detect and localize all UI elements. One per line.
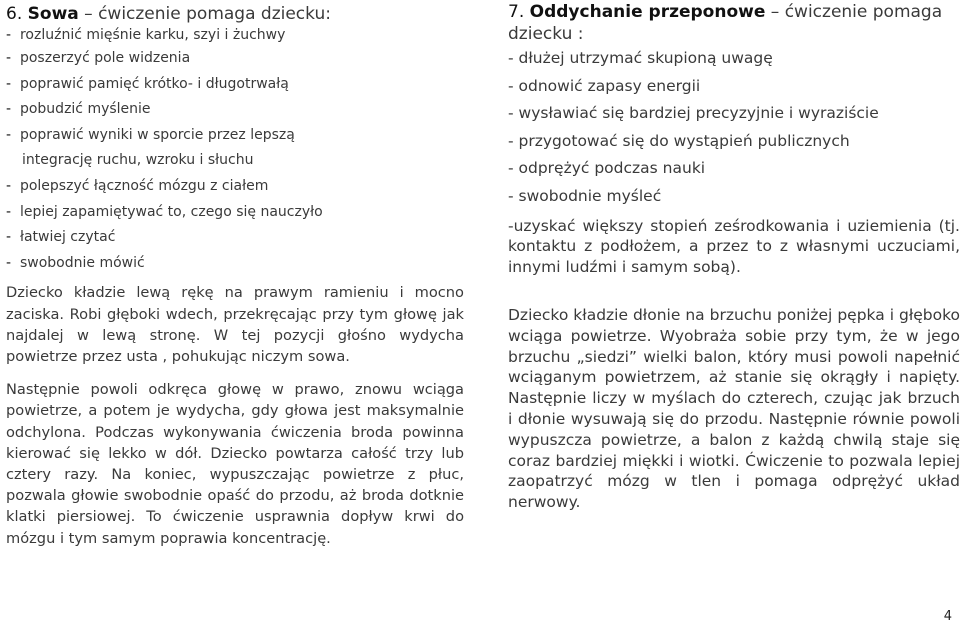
exercise-number: 6. xyxy=(6,4,23,24)
instruction-paragraph: Następnie powoli odkręca głowę w prawo, znowu wciąga powietrze, a potem je wydycha, gdy głowa jest maksymalnie odchylona. Podczas wykonywania ćwiczenia broda powinna kierować się lekko w dół. Dziecko powtarza całość trzy lub cztery razy. Na koniec, wypuszczając powietrze z płuc, pozwala głowie swobodnie opaść do przodu, aż broda dotknie klatki piersiowej. To ćwiczenie usprawnia dopływ krwi do mózgu i tym samym poprawia koncentrację. xyxy=(6,381,464,547)
list-item: - lepiej zapamiętywać to, czego się nauczyło xyxy=(6,203,323,220)
exercise-number: 7. xyxy=(508,2,525,22)
list-item: - łatwiej czytać xyxy=(6,229,116,246)
page-number: 4 xyxy=(943,609,952,624)
exercise-title: Oddychanie przeponowe xyxy=(529,2,766,22)
list-item: - pobudzić myślenie xyxy=(6,101,151,118)
exercise-intro: ćwiczenie pomaga xyxy=(784,2,943,22)
list-item-continuation: integrację ruchu, wzroku i słuchu xyxy=(22,152,254,169)
exercise-title: Sowa xyxy=(27,4,79,24)
list-item: - dłużej utrzymać skupioną uwagę xyxy=(508,49,773,67)
list-item: - swobodnie myśleć xyxy=(508,186,662,205)
list-item: - poprawić wyniki w sporcie przez lepszą xyxy=(6,126,295,143)
benefit-list xyxy=(508,45,960,211)
list-item: - poszerzyć pole widzenia xyxy=(6,50,191,66)
benefit-list xyxy=(6,25,464,276)
exercise-6-heading: 6. Sowa – ćwiczenie pomaga dziecku: xyxy=(6,4,331,24)
list-item: - swobodnie mówić xyxy=(6,254,145,271)
right-column xyxy=(508,0,960,513)
list-item-long: -uzyskać większy stopień ześrodkowania i uziemienia (tj. kontaktu z podłożem, a przez to z własnymi uczuciami, innymi ludźmi i samym sobą). xyxy=(508,216,960,277)
list-item: - rozluźnić mięśnie karku, szyi i żuchwy xyxy=(6,27,286,43)
instruction-paragraph: Dziecko kładzie lewą rękę na prawym ramieniu i mocno zaciska. Robi głęboki wdech, przekręcając przy tym głowę jak najdalej w lewą stronę. W tej pozycji głośno wydycha powietrze przez usta , pohukując niczym sowa. xyxy=(6,284,464,365)
exercise-intro-continued: dziecku : xyxy=(508,24,584,44)
list-item: - poprawić pamięć krótko- i długotrwałą xyxy=(6,75,289,92)
list-item: - polepszyć łączność mózgu z ciałem xyxy=(6,177,269,194)
list-item: - przygotować się do wystąpień publicznych xyxy=(508,131,850,150)
list-item: - wysławiać się bardziej precyzyjnie i wyraziście xyxy=(508,104,879,123)
list-item: - odprężyć podczas nauki xyxy=(508,159,706,178)
exercise-7-heading: 7. Oddychanie przeponowe – ćwiczenie pomaga xyxy=(508,2,943,22)
instruction-paragraph: Dziecko kładzie dłonie na brzuchu poniżej pępka i głęboko wciąga powietrze. Wyobraża sobie przy tym, że w jego brzuchu „siedzi” wielki balon, który musi powoli napełnić wciąganym powietrzem, aż stanie się okrągły i napięty. Następnie liczy w myślach do czterech, czując jak brzuch i dłonie wysuwają się do przodu. Następnie równie powoli wypuszcza powietrze, a balon z każdą chwilą staje się coraz bardziej miękki i wiotki. Ćwiczenie to pozwala lepiej zaopatrzyć mózg w tlen i pomaga odprężyć układ nerwowy. xyxy=(508,305,960,512)
exercise-intro: ćwiczenie pomaga dziecku: xyxy=(98,4,331,24)
list-item: - odnowić zapasy energii xyxy=(508,76,701,95)
left-column xyxy=(6,0,464,549)
